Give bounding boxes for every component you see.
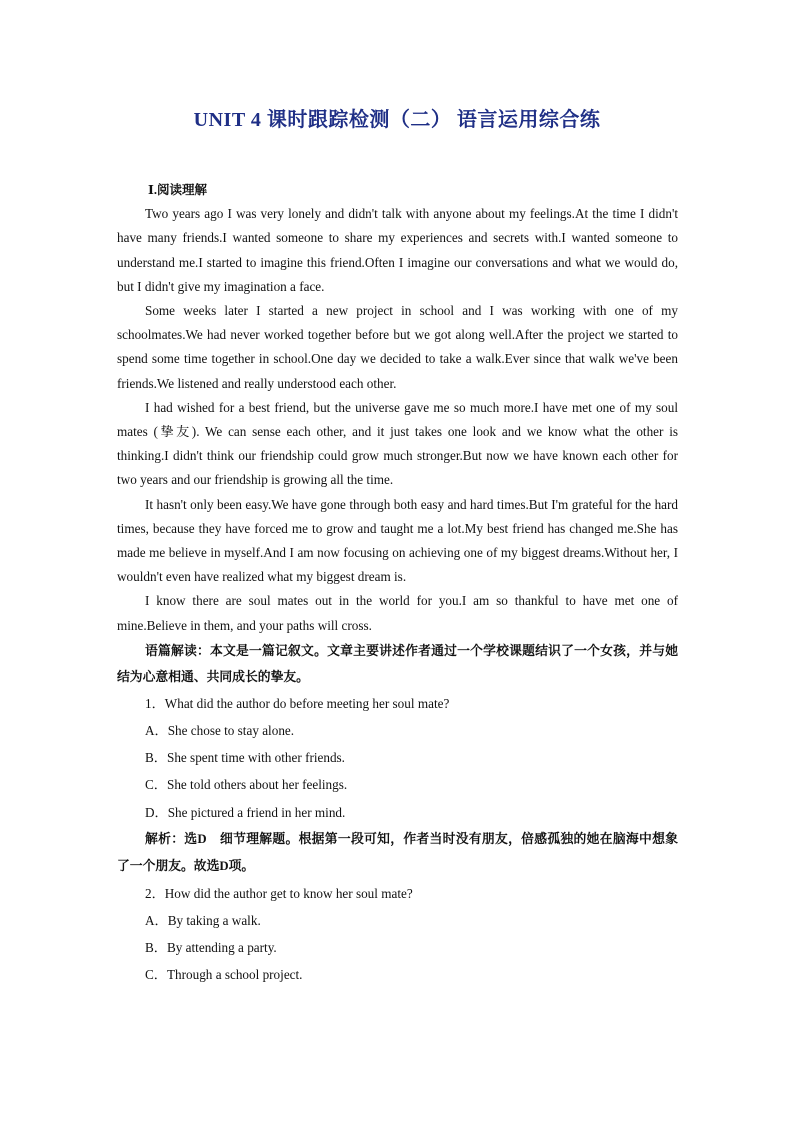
question-2-option-c: C．Through a school project. [145, 967, 303, 983]
question-1-option-d: D．She pictured a friend in her mind. [145, 804, 346, 820]
passage-analysis: 语篇解读：本文是一篇记叙文。文章主要讲述作者通过一个学校课题结识了一个女孩，并与她结为心意相通、共同成长的挚友。 [117, 643, 678, 684]
passage-paragraph-2: Some weeks later I started a new project in school and I was working with one of my schoolmates.We had never worked together before but we got along well.After the project we started to spend some time together in school.One day we decided to take a walk.Ever since that walk we've been friends.We listened and really understood each other. [117, 303, 678, 391]
passage-paragraph-4: It hasn't only been easy.We have gone through both easy and hard times.But I'm grateful for the hard times, because they have forced me to grow and taught me a lot.My best friend has changed me.She has made me believe in myself.And I am now focusing on achieving one of my biggest dreams.Without her, I wouldn't even have realized what my biggest dream is. [117, 496, 678, 585]
question-1-stem: 1．What did the author do before meeting her soul mate? [145, 695, 450, 711]
question-1-option-c: C．She told others about her feelings. [145, 777, 348, 793]
passage-paragraph-3: I had wished for a best friend, but the universe gave me so much more.I have met one of my soul mates (挚友). We can sense each other, and it just takes one look and we know what the other is thinking.I didn't think our friendship could grow much stronger.But now we have known each other for two years and our friendship is growing all the time. [117, 399, 678, 488]
passage-paragraph-1: Two years ago I was very lonely and didn't talk with anyone about my feelings.At the time I didn't have many friends.I wanted someone to share my experiences and secrets with.I wanted someone to understand me.I started to imagine this friend.Often I imagine our conversations and what we would do, but I didn't give my imagination a face. [117, 206, 678, 294]
section-heading: Ⅰ.阅读理解 [148, 183, 207, 197]
question-1-explanation: 解析：选D 细节理解题。根据第一段可知，作者当时没有朋友，倍感孤独的她在脑海中想象了一个朋友。故选D项。 [117, 831, 678, 873]
question-1-option-a: A．She chose to stay alone. [145, 723, 295, 739]
passage-paragraph-5: I know there are soul mates out in the world for you.I am so thankful to have met one of mine.Believe in them, and your paths will cross. [117, 593, 678, 633]
document-title: UNIT 4 课时跟踪检测（二） 语言运用综合练 [193, 109, 601, 131]
document-body [117, 178, 678, 989]
question-2-stem: 2．How did the author get to know her soul mate? [145, 885, 413, 901]
question-2-option-b: B．By attending a party. [145, 940, 277, 956]
question-2-option-a: A．By taking a walk. [145, 912, 261, 928]
question-1-option-b: B．She spent time with other friends. [145, 750, 345, 766]
